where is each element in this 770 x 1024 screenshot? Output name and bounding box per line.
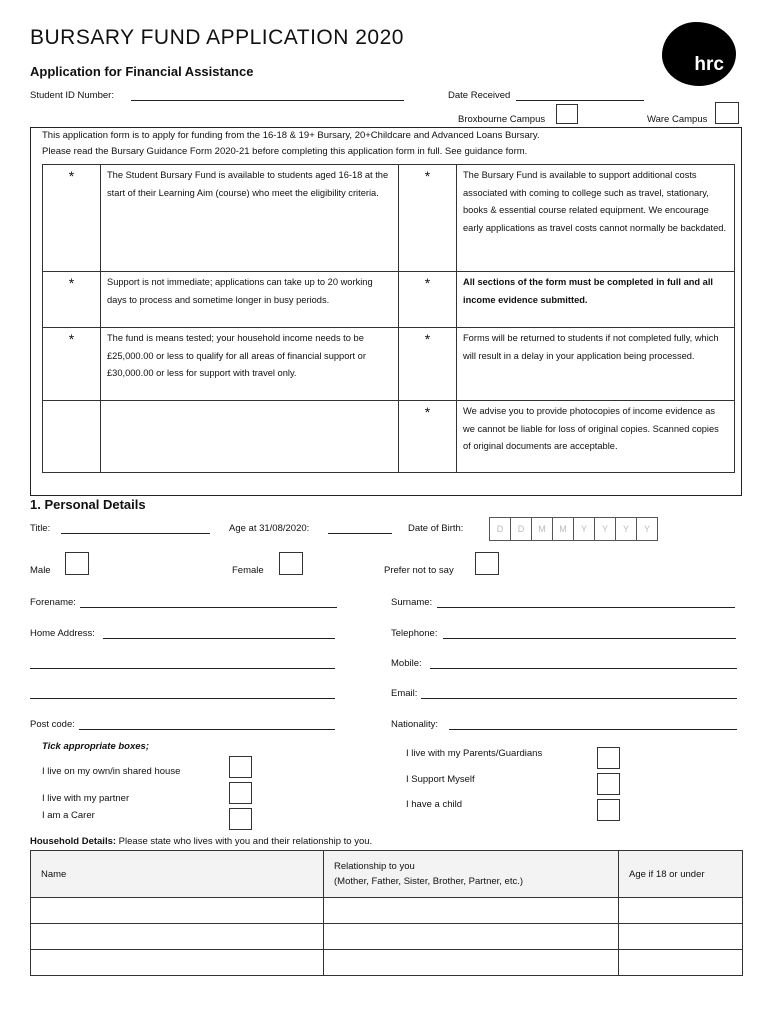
parents-checkbox[interactable] (597, 747, 620, 769)
age-label: Age at 31/08/2020: (229, 523, 310, 534)
intro-line-2: Please read the Bursary Guidance Form 2020-21 before completing this application form in full. See guidance form. (42, 146, 528, 157)
table-header-row (31, 851, 743, 898)
logo-text: hrc (694, 54, 724, 75)
relationship-cell[interactable] (324, 924, 619, 950)
postcode-field[interactable] (79, 729, 335, 730)
dob-box[interactable]: Y (594, 517, 616, 541)
address-line-3[interactable] (30, 698, 335, 699)
male-label: Male (30, 565, 51, 576)
info-text: The fund is means tested; your household income needs to be £25,000.00 or less to qualify for all areas of financial support or £30,000.00 or less for support with travel only. (101, 328, 399, 401)
age-field[interactable] (328, 533, 392, 534)
broxbourne-label: Broxbourne Campus (458, 114, 546, 125)
student-id-label: Student ID Number: (30, 90, 114, 101)
ware-label: Ware Campus (647, 114, 708, 125)
info-text: Forms will be returned to students if not completed fully, which will result in a delay in your application being processed. (457, 328, 735, 401)
empty-cell (101, 401, 399, 473)
col-age: Age if 18 or under (619, 851, 743, 898)
household-label (30, 836, 372, 847)
own-shared-label: I live on my own/in shared house (42, 766, 181, 777)
forename-label: Forename: (30, 597, 76, 608)
broxbourne-checkbox[interactable] (556, 104, 578, 124)
info-table (42, 164, 735, 473)
own-shared-checkbox[interactable] (229, 756, 252, 778)
prefer-not-checkbox[interactable] (475, 552, 499, 575)
dob-box[interactable]: Y (636, 517, 658, 541)
intro-line-1: This application form is to apply for funding from the 16-18 & 19+ Bursary, 20+Childcare and Advanced Loans Bursary. (42, 130, 540, 141)
table-row (31, 898, 743, 924)
tick-heading: Tick appropriate boxes; (42, 741, 149, 752)
date-received-field[interactable] (516, 100, 644, 101)
hrc-logo (662, 22, 736, 86)
household-table (30, 850, 743, 976)
section-heading: 1. Personal Details (30, 497, 146, 512)
dob-box[interactable]: D (489, 517, 511, 541)
name-cell[interactable] (31, 924, 324, 950)
table-row (31, 950, 743, 976)
info-text: We advise you to provide photocopies of income evidence as we cannot be liable for loss of original copies. Scanned copies of original documents are acceptable. (457, 401, 735, 473)
email-field[interactable] (421, 698, 737, 699)
name-cell[interactable] (31, 898, 324, 924)
telephone-label: Telephone: (391, 628, 438, 639)
col-relationship (324, 851, 619, 898)
male-checkbox[interactable] (65, 552, 89, 575)
household-label-text: Please state who lives with you and their relationship to you. (116, 836, 373, 847)
title-field[interactable] (61, 533, 210, 534)
support-myself-label: I Support Myself (406, 774, 475, 785)
female-label: Female (232, 565, 264, 576)
partner-label: I live with my partner (42, 793, 130, 804)
forename-field[interactable] (80, 607, 337, 608)
carer-checkbox[interactable] (229, 808, 252, 830)
info-text-bold: All sections of the form must be completed in full and all income evidence submitted. (457, 272, 735, 328)
support-myself-checkbox[interactable] (597, 773, 620, 795)
address-line-2[interactable] (30, 668, 335, 669)
carer-label: I am a Carer (42, 810, 95, 821)
home-address-field[interactable] (103, 638, 335, 639)
bullet-star: * (399, 328, 457, 401)
nationality-label: Nationality: (391, 719, 438, 730)
nationality-field[interactable] (449, 729, 737, 730)
bullet-star: * (399, 165, 457, 272)
col-name: Name (31, 851, 324, 898)
email-label: Email: (391, 688, 418, 699)
age-cell[interactable] (619, 924, 743, 950)
page-subtitle: Application for Financial Assistance (30, 64, 254, 79)
household-label-bold: Household Details: (30, 836, 117, 847)
age-cell[interactable] (619, 950, 743, 976)
bullet-star: * (399, 401, 457, 473)
mobile-field[interactable] (430, 668, 737, 669)
empty-cell (43, 401, 101, 473)
student-id-field[interactable] (131, 100, 404, 101)
relationship-cell[interactable] (324, 950, 619, 976)
dob-label: Date of Birth: (408, 523, 464, 534)
date-received-label: Date Received (448, 90, 511, 101)
bullet-star: * (43, 272, 101, 328)
dob-box[interactable]: D (510, 517, 532, 541)
dob-box[interactable]: M (552, 517, 574, 541)
mobile-label: Mobile: (391, 658, 422, 669)
age-cell[interactable] (619, 898, 743, 924)
female-checkbox[interactable] (279, 552, 303, 575)
have-child-label: I have a child (406, 799, 462, 810)
relationship-cell[interactable] (324, 898, 619, 924)
table-row (31, 924, 743, 950)
home-address-label: Home Address: (30, 628, 95, 639)
prefer-not-label: Prefer not to say (384, 565, 454, 576)
telephone-field[interactable] (443, 638, 736, 639)
dob-box[interactable]: Y (573, 517, 595, 541)
ware-checkbox[interactable] (715, 102, 739, 124)
dob-box[interactable]: Y (615, 517, 637, 541)
bullet-star: * (399, 272, 457, 328)
surname-field[interactable] (437, 607, 735, 608)
dob-boxes[interactable] (490, 517, 658, 541)
title-label: Title: (30, 523, 51, 534)
page-title: BURSARY FUND APPLICATION 2020 (30, 26, 404, 49)
surname-label: Surname: (391, 597, 433, 608)
info-text: The Student Bursary Fund is available to students aged 16-18 at the start of their Learning Aim (course) who meet the eligibility criteria. (101, 165, 399, 272)
postcode-label: Post code: (30, 719, 75, 730)
partner-checkbox[interactable] (229, 782, 252, 804)
name-cell[interactable] (31, 950, 324, 976)
parents-label: I live with my Parents/Guardians (406, 748, 543, 759)
info-text: Support is not immediate; applications can take up to 20 working days to process and sometime longer in busy periods. (101, 272, 399, 328)
dob-box[interactable]: M (531, 517, 553, 541)
bullet-star: * (43, 165, 101, 272)
bullet-star: * (43, 328, 101, 401)
col-relationship-hint: (Mother, Father, Sister, Brother, Partner, etc.) (334, 876, 524, 887)
info-text: The Bursary Fund is available to support additional costs associated with coming to college such as travel, stationary, books & essential course related equipment. We encourage early applications as travel costs cannot normally be backdated. (457, 165, 735, 272)
col-relationship-title: Relationship to you (334, 861, 415, 872)
have-child-checkbox[interactable] (597, 799, 620, 821)
